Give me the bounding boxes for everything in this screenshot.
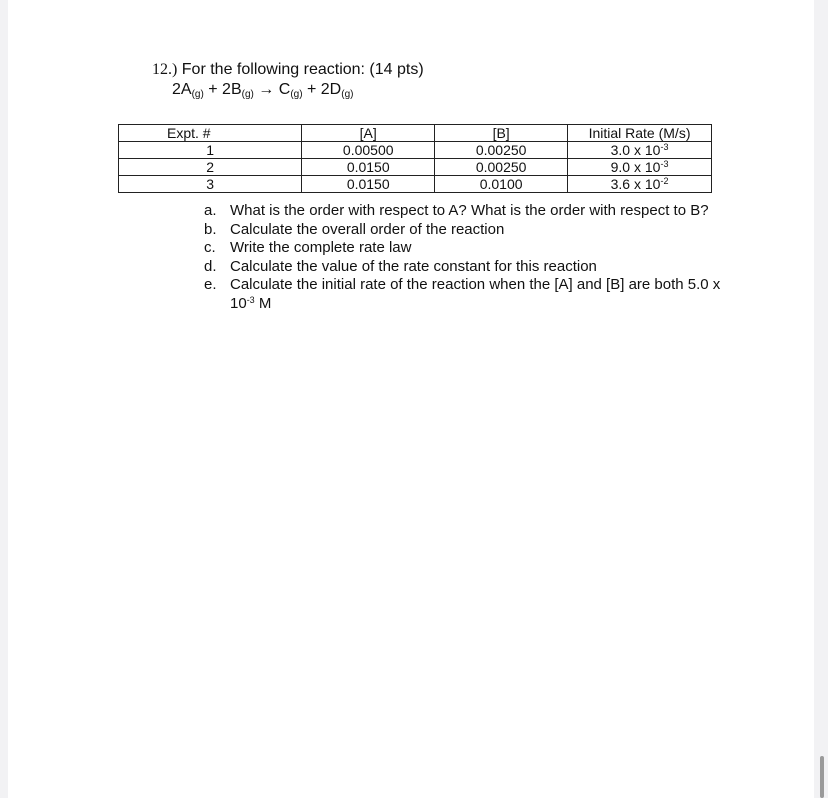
product-c: C <box>278 81 291 98</box>
cell-rate <box>568 176 712 193</box>
product-c-state: (g) <box>290 89 303 100</box>
cell-b: 0.0100 <box>435 176 568 193</box>
cell-b: 0.00250 <box>435 159 568 176</box>
rate-exponent: -2 <box>660 176 669 186</box>
cell-expt: 1 <box>119 142 302 159</box>
reactant-b-state: (g) <box>241 89 254 100</box>
part-label: b. <box>204 220 217 238</box>
reactant-b: 2B <box>222 81 242 98</box>
product-d: 2D <box>320 81 342 98</box>
question-parts-list <box>204 202 724 313</box>
question-number: 12.) <box>152 61 178 78</box>
part-text: Calculate the overall order of the reaction <box>230 220 505 238</box>
document-page <box>8 0 814 798</box>
reaction-arrow: → <box>253 81 279 98</box>
part-label: a. <box>204 202 217 219</box>
list-item <box>204 202 724 221</box>
question-prompt: For the following reaction: (14 pts) <box>181 61 424 78</box>
cell-b: 0.00250 <box>435 142 568 159</box>
part-text: What is the order with respect to A? What is the order with respect to B? <box>230 202 709 219</box>
header-rate: Initial Rate (M/s) <box>568 125 712 142</box>
list-item <box>204 276 724 313</box>
table-row <box>119 176 712 193</box>
header-b: [B] <box>435 125 568 142</box>
table-row <box>119 159 712 176</box>
cell-expt: 2 <box>119 159 302 176</box>
part-label: c. <box>204 239 216 256</box>
rate-base: 9.0 x 10 <box>610 159 661 175</box>
reactant-a-state: (g) <box>191 89 204 100</box>
cell-a: 0.0150 <box>302 159 435 176</box>
header-expt: Expt. # <box>119 125 302 142</box>
vertical-scrollbar[interactable] <box>820 756 824 798</box>
list-item <box>204 221 724 240</box>
list-item <box>204 239 724 258</box>
part-text: Calculate the initial rate of the reaction when the [A] and [B] are both 5.0 x 10 <box>230 276 721 312</box>
cell-a: 0.00500 <box>302 142 435 159</box>
table-header-row <box>119 125 712 142</box>
list-item <box>204 258 724 277</box>
rate-exponent: -3 <box>660 142 669 152</box>
header-a: [A] <box>302 125 435 142</box>
cell-a: 0.0150 <box>302 176 435 193</box>
cell-rate <box>568 142 712 159</box>
part-label: e. <box>204 276 217 293</box>
rate-exponent: -3 <box>660 159 669 169</box>
part-text: Write the complete rate law <box>230 239 412 256</box>
rate-base: 3.6 x 10 <box>610 176 661 192</box>
cell-expt: 3 <box>119 176 302 193</box>
kinetics-data-table <box>118 124 712 193</box>
part-label: d. <box>204 257 217 275</box>
cell-rate <box>568 159 712 176</box>
question-title <box>152 60 424 80</box>
part-exponent: -3 <box>246 294 255 305</box>
plus-sign: + <box>302 81 321 98</box>
rate-base: 3.0 x 10 <box>610 142 661 158</box>
part-text: Calculate the value of the rate constant for this reaction <box>230 257 597 275</box>
plus-sign: + <box>203 81 223 98</box>
table-row <box>119 142 712 159</box>
product-d-state: (g) <box>341 89 354 100</box>
reaction-equation <box>172 80 353 105</box>
part-unit: M <box>254 294 272 312</box>
reactant-a: 2A <box>172 81 192 98</box>
